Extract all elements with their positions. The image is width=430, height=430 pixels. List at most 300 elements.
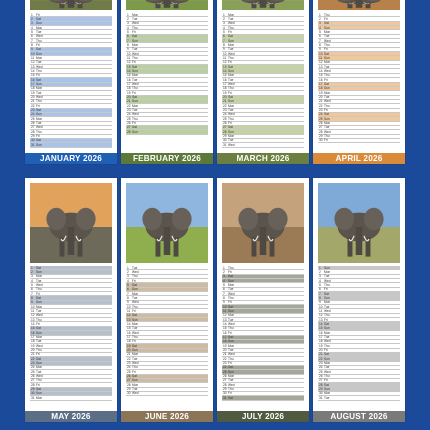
- day-row[interactable]: [126, 392, 208, 396]
- day-weekday: Thu: [132, 116, 138, 121]
- day-number: 20: [31, 348, 35, 353]
- day-weekday: Mon: [228, 313, 235, 318]
- day-number: 5: [223, 29, 225, 34]
- day-number: 10: [127, 304, 131, 309]
- day-number: 28: [127, 382, 131, 387]
- day-number: 9: [223, 47, 225, 52]
- day-number: 14: [319, 68, 323, 73]
- day-weekday: Thu: [324, 282, 330, 287]
- day-number: 24: [223, 365, 227, 370]
- day-list: [30, 266, 112, 401]
- day-number: 28: [223, 129, 227, 134]
- day-number: 30: [127, 391, 131, 396]
- day-number: 31: [223, 142, 227, 147]
- day-number: 19: [319, 343, 323, 348]
- day-number: 20: [127, 95, 131, 100]
- day-number: 6: [223, 34, 225, 39]
- day-weekday: Tue: [228, 378, 234, 383]
- elephant-photo-svg: [126, 0, 208, 10]
- day-row[interactable]: [222, 396, 304, 400]
- day-number: 18: [127, 86, 131, 91]
- day-number: 5: [223, 282, 225, 287]
- day-number: 13: [319, 317, 323, 322]
- elephant-photo-svg: [30, 0, 112, 10]
- day-weekday: Mon: [132, 321, 139, 326]
- day-number: 1: [319, 265, 321, 270]
- day-weekday: Fri: [132, 60, 136, 65]
- day-weekday: Wed: [324, 38, 331, 43]
- day-number: 11: [223, 308, 227, 313]
- day-number: 19: [319, 90, 323, 95]
- day-row[interactable]: [318, 139, 400, 143]
- day-number: 5: [31, 282, 33, 287]
- day-weekday: Wed: [132, 51, 139, 56]
- day-number: 24: [127, 365, 131, 370]
- day-number: 14: [223, 68, 227, 73]
- day-weekday: Mon: [36, 116, 43, 121]
- day-weekday: Sun: [228, 278, 234, 283]
- day-weekday: Tue: [36, 369, 42, 374]
- day-number: 25: [319, 369, 323, 374]
- day-weekday: Sun: [132, 287, 138, 292]
- month-title: JULY 2026: [217, 411, 309, 422]
- day-weekday: Mon: [132, 382, 139, 387]
- day-weekday: Wed: [36, 374, 43, 379]
- day-weekday: Tue: [132, 108, 138, 113]
- day-number: 18: [31, 86, 35, 91]
- day-number: 21: [31, 99, 35, 104]
- day-number: 21: [319, 99, 323, 104]
- day-weekday: Mon: [36, 365, 43, 370]
- day-number: 22: [127, 103, 131, 108]
- day-number: 25: [223, 116, 227, 121]
- day-weekday: Sat: [324, 321, 329, 326]
- day-weekday: Fri: [324, 47, 328, 52]
- day-weekday: Wed: [228, 291, 235, 296]
- elephant-photo-svg: [222, 0, 304, 10]
- day-weekday: Thu: [228, 295, 234, 300]
- day-weekday: Sun: [132, 129, 138, 134]
- day-number: 1: [127, 265, 129, 270]
- day-number: 23: [223, 361, 227, 366]
- day-weekday: Fri: [36, 12, 40, 17]
- day-number: 21: [127, 99, 131, 104]
- day-number: 4: [31, 278, 33, 283]
- day-number: 20: [31, 95, 35, 100]
- day-weekday: Mon: [36, 25, 43, 30]
- day-weekday: Mon: [228, 374, 235, 379]
- day-weekday: Thu: [228, 387, 234, 392]
- day-number: 22: [127, 356, 131, 361]
- day-weekday: Mon: [228, 103, 235, 108]
- day-weekday: Fri: [324, 348, 328, 353]
- day-weekday: Tue: [228, 138, 234, 143]
- day-weekday: Thu: [36, 378, 42, 383]
- day-number: 9: [223, 300, 225, 305]
- day-number: 6: [127, 34, 129, 39]
- day-list: [30, 13, 112, 148]
- day-weekday: Sun: [36, 300, 42, 305]
- day-weekday: Fri: [228, 361, 232, 366]
- day-row[interactable]: [222, 143, 304, 147]
- day-weekday: Sun: [324, 295, 330, 300]
- day-list: [126, 13, 208, 135]
- day-weekday: Sun: [324, 326, 330, 331]
- day-weekday: Fri: [132, 90, 136, 95]
- day-weekday: Sat: [324, 51, 329, 56]
- day-weekday: Fri: [228, 29, 232, 34]
- day-weekday: Sat: [132, 34, 137, 39]
- day-number: 11: [127, 308, 131, 313]
- day-weekday: Sat: [132, 313, 137, 318]
- day-weekday: Sun: [36, 21, 42, 26]
- day-number: 11: [31, 55, 35, 60]
- day-weekday: Fri: [324, 138, 328, 143]
- month-photo: [222, 183, 304, 263]
- day-weekday: Thu: [36, 99, 42, 104]
- day-weekday: Sun: [36, 82, 42, 86]
- day-weekday: Fri: [228, 330, 232, 335]
- day-number: 3: [223, 274, 225, 279]
- day-row[interactable]: [126, 130, 208, 134]
- day-number: 12: [223, 313, 227, 318]
- month-photo: [30, 183, 112, 263]
- day-number: 3: [319, 274, 321, 279]
- day-number: 7: [127, 291, 129, 296]
- day-number: 15: [223, 73, 227, 78]
- day-weekday: Wed: [132, 361, 139, 366]
- day-weekday: Tue: [228, 47, 234, 52]
- day-weekday: Mon: [36, 274, 43, 279]
- day-number: 27: [127, 125, 131, 130]
- day-number: 11: [319, 55, 323, 60]
- day-number: 1: [223, 265, 225, 270]
- day-number: 23: [31, 108, 35, 113]
- day-number: 26: [127, 374, 131, 379]
- day-weekday: Mon: [228, 343, 235, 348]
- day-weekday: Sat: [36, 356, 41, 361]
- day-number: 25: [31, 369, 35, 374]
- day-weekday: Tue: [228, 348, 234, 353]
- day-number: 20: [223, 95, 227, 100]
- day-number: 19: [127, 343, 131, 348]
- day-weekday: Wed: [228, 82, 235, 86]
- month-photo: [222, 0, 304, 10]
- day-list: [222, 13, 304, 148]
- day-weekday: Sun: [132, 317, 138, 322]
- day-weekday: Sat: [36, 387, 41, 392]
- day-weekday: Sun: [228, 339, 234, 344]
- day-weekday: Sun: [324, 86, 330, 91]
- day-number: 25: [127, 369, 131, 374]
- day-weekday: Sat: [228, 125, 233, 130]
- day-number: 13: [319, 64, 323, 69]
- month-title: JANUARY 2026: [25, 153, 117, 164]
- day-number: 11: [319, 308, 323, 313]
- day-number: 15: [31, 73, 35, 78]
- day-weekday: Fri: [228, 121, 232, 126]
- calendar-page-7: [217, 178, 309, 422]
- day-number: 13: [223, 64, 227, 69]
- day-number: 17: [223, 335, 227, 339]
- day-weekday: Sun: [228, 369, 234, 374]
- day-number: 9: [31, 300, 33, 305]
- day-weekday: Wed: [36, 95, 43, 100]
- day-number: 28: [31, 129, 35, 134]
- day-number: 2: [319, 16, 321, 21]
- day-weekday: Fri: [324, 77, 328, 82]
- day-number: 23: [319, 361, 323, 366]
- day-number: 14: [319, 321, 323, 326]
- day-weekday: Sat: [132, 64, 137, 69]
- day-weekday: Tue: [132, 265, 138, 270]
- day-weekday: Sat: [228, 95, 233, 100]
- day-weekday: Fri: [228, 90, 232, 95]
- day-weekday: Tue: [324, 395, 330, 400]
- day-weekday: Wed: [228, 142, 235, 147]
- day-number: 29: [127, 387, 131, 392]
- day-weekday: Sat: [324, 82, 329, 86]
- day-number: 26: [31, 121, 35, 126]
- day-weekday: Sun: [324, 387, 330, 392]
- day-number: 4: [319, 25, 321, 30]
- day-number: 17: [127, 335, 131, 339]
- day-number: 28: [319, 129, 323, 134]
- calendar-page-3: [217, 0, 309, 164]
- day-weekday: Sat: [324, 21, 329, 26]
- day-weekday: Fri: [324, 108, 328, 113]
- day-number: 7: [223, 291, 225, 296]
- elephant-photo-svg: [30, 183, 112, 263]
- day-weekday: Tue: [324, 335, 330, 339]
- day-number: 26: [127, 121, 131, 126]
- day-weekday: Thu: [324, 134, 330, 139]
- day-weekday: Sat: [36, 108, 41, 113]
- day-weekday: Sat: [228, 395, 233, 400]
- day-number: 1: [223, 12, 225, 17]
- day-number: 21: [31, 352, 35, 357]
- day-weekday: Tue: [324, 125, 330, 130]
- day-list: [126, 266, 208, 396]
- day-number: 9: [31, 47, 33, 52]
- day-number: 26: [319, 121, 323, 126]
- calendar-page-1: [25, 0, 117, 164]
- day-number: 29: [223, 387, 227, 392]
- day-weekday: Mon: [36, 304, 43, 309]
- day-number: 11: [127, 55, 131, 60]
- day-weekday: Mon: [324, 300, 331, 305]
- day-weekday: Wed: [324, 99, 331, 104]
- day-weekday: Sat: [324, 291, 329, 296]
- day-number: 20: [127, 348, 131, 353]
- day-number: 20: [223, 348, 227, 353]
- day-number: 31: [31, 142, 35, 147]
- day-weekday: Fri: [36, 291, 40, 296]
- day-number: 31: [31, 395, 35, 400]
- day-number: 14: [31, 321, 35, 326]
- day-weekday: Mon: [132, 291, 139, 296]
- day-weekday: Wed: [228, 21, 235, 26]
- day-weekday: Sun: [228, 129, 234, 134]
- day-weekday: Thu: [36, 68, 42, 73]
- day-number: 17: [319, 335, 323, 339]
- day-weekday: Sun: [324, 25, 330, 30]
- day-weekday: Thu: [324, 42, 330, 47]
- day-weekday: Tue: [132, 387, 138, 392]
- day-weekday: Fri: [132, 308, 136, 313]
- day-weekday: Tue: [324, 365, 330, 370]
- day-number: 14: [127, 321, 131, 326]
- day-number: 10: [223, 304, 227, 309]
- month-title: MARCH 2026: [217, 153, 309, 164]
- day-list: [222, 266, 304, 401]
- day-weekday: Wed: [228, 321, 235, 326]
- day-number: 24: [31, 365, 35, 370]
- day-number: 4: [319, 278, 321, 283]
- day-weekday: Sat: [36, 295, 41, 300]
- day-number: 8: [223, 42, 225, 47]
- day-number: 22: [319, 103, 323, 108]
- day-number: 11: [31, 308, 35, 313]
- day-weekday: Mon: [36, 395, 43, 400]
- day-number: 31: [319, 395, 323, 400]
- day-weekday: Fri: [324, 378, 328, 383]
- day-number: 9: [127, 300, 129, 305]
- day-number: 15: [319, 326, 323, 331]
- day-weekday: Wed: [324, 68, 331, 73]
- day-number: 7: [127, 38, 129, 43]
- day-weekday: Wed: [132, 269, 139, 274]
- elephant-photo-svg: [318, 0, 400, 10]
- day-weekday: Mon: [324, 330, 331, 335]
- day-weekday: Thu: [36, 38, 42, 43]
- day-weekday: Thu: [228, 86, 234, 91]
- day-weekday: Thu: [132, 274, 138, 279]
- day-weekday: Tue: [132, 16, 138, 21]
- day-weekday: Sat: [228, 335, 233, 339]
- day-number: 30: [319, 138, 323, 143]
- day-number: 19: [31, 343, 35, 348]
- day-number: 28: [31, 382, 35, 387]
- day-number: 29: [31, 387, 35, 392]
- day-weekday: Sat: [228, 365, 233, 370]
- day-row[interactable]: [318, 396, 400, 400]
- day-number: 30: [223, 391, 227, 396]
- day-number: 15: [127, 326, 131, 331]
- day-number: 30: [31, 138, 35, 143]
- day-number: 4: [127, 278, 129, 283]
- day-weekday: Thu: [324, 343, 330, 348]
- day-number: 26: [319, 374, 323, 379]
- day-number: 21: [223, 99, 227, 104]
- day-number: 8: [127, 42, 129, 47]
- elephant-photo-svg: [222, 183, 304, 263]
- day-number: 26: [31, 374, 35, 379]
- day-number: 17: [31, 335, 35, 339]
- day-weekday: Mon: [228, 12, 235, 17]
- day-number: 26: [223, 121, 227, 126]
- day-number: 22: [223, 356, 227, 361]
- day-weekday: Thu: [324, 73, 330, 78]
- day-weekday: Wed: [132, 82, 139, 86]
- day-number: 16: [31, 330, 35, 335]
- day-weekday: Tue: [324, 34, 330, 39]
- day-weekday: Wed: [228, 112, 235, 117]
- day-weekday: Fri: [36, 321, 40, 326]
- day-weekday: Thu: [228, 116, 234, 121]
- day-number: 8: [127, 295, 129, 300]
- day-number: 7: [319, 291, 321, 296]
- day-number: 15: [319, 73, 323, 78]
- day-weekday: Sun: [132, 38, 138, 43]
- day-weekday: Thu: [228, 326, 234, 331]
- day-number: 12: [31, 313, 35, 318]
- day-weekday: Thu: [36, 287, 42, 292]
- day-number: 16: [127, 77, 131, 82]
- day-row[interactable]: [30, 143, 112, 147]
- day-number: 16: [319, 330, 323, 335]
- day-number: 28: [127, 129, 131, 134]
- day-number: 17: [31, 82, 35, 86]
- day-number: 23: [127, 108, 131, 113]
- day-weekday: Tue: [324, 274, 330, 279]
- day-number: 2: [223, 269, 225, 274]
- day-weekday: Sat: [228, 304, 233, 309]
- day-weekday: Wed: [36, 313, 43, 318]
- day-weekday: Mon: [324, 361, 331, 366]
- day-weekday: Thu: [324, 12, 330, 17]
- day-weekday: Fri: [228, 391, 232, 396]
- day-number: 6: [31, 34, 33, 39]
- day-weekday: Tue: [228, 108, 234, 113]
- day-row[interactable]: [30, 396, 112, 400]
- day-number: 26: [223, 374, 227, 379]
- day-number: 15: [31, 326, 35, 331]
- month-photo: [30, 0, 112, 10]
- day-number: 10: [223, 51, 227, 56]
- day-number: 12: [223, 60, 227, 65]
- day-number: 2: [127, 16, 129, 21]
- day-weekday: Sat: [228, 34, 233, 39]
- day-weekday: Fri: [36, 352, 40, 357]
- day-weekday: Sun: [324, 356, 330, 361]
- day-number: 27: [319, 125, 323, 130]
- day-number: 25: [319, 116, 323, 121]
- day-weekday: Wed: [36, 125, 43, 130]
- day-number: 27: [319, 378, 323, 383]
- day-weekday: Sat: [36, 326, 41, 331]
- month-title: FEBRUARY 2026: [121, 153, 213, 164]
- day-weekday: Fri: [324, 287, 328, 292]
- day-number: 28: [319, 382, 323, 387]
- day-weekday: Sun: [132, 378, 138, 383]
- day-number: 19: [223, 343, 227, 348]
- day-number: 21: [319, 352, 323, 357]
- day-number: 22: [31, 103, 35, 108]
- day-weekday: Tue: [36, 308, 42, 313]
- month-photo: [318, 0, 400, 10]
- day-weekday: Wed: [324, 369, 331, 374]
- day-number: 20: [319, 348, 323, 353]
- day-number: 16: [31, 77, 35, 82]
- day-number: 23: [319, 108, 323, 113]
- calendar-page-5: [25, 178, 117, 422]
- day-weekday: Sat: [132, 95, 137, 100]
- day-weekday: Wed: [36, 343, 43, 348]
- day-weekday: Wed: [36, 282, 43, 287]
- day-number: 7: [223, 38, 225, 43]
- day-weekday: Wed: [132, 300, 139, 305]
